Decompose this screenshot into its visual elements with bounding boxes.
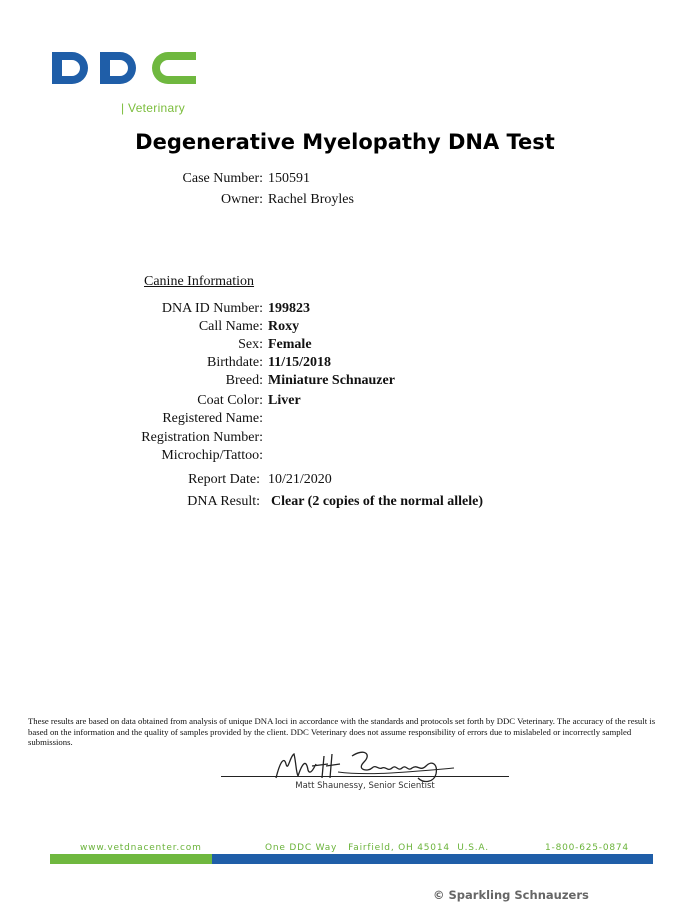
case-number-label: Case Number:	[182, 171, 263, 186]
dna-result-value: Clear (2 copies of the normal allele)	[271, 494, 484, 509]
report-date-value: 10/21/2020	[268, 472, 332, 487]
field-label: Coat Color:	[197, 393, 263, 408]
case-number-value: 150591	[268, 171, 310, 186]
field-value: 11/15/2018	[268, 355, 332, 370]
watermark-text: © Sparkling Schnauzers	[433, 888, 589, 902]
address-text: One DDC Way Fairfield, OH 45014 U.S.A.	[265, 843, 489, 853]
field-value: Liver	[268, 393, 301, 408]
signature-caption: Matt Shaunessy, Senior Scientist	[295, 781, 435, 791]
website-link[interactable]: www.vetdnacenter.com	[80, 843, 202, 853]
signature-line	[221, 776, 509, 777]
owner-label: Owner:	[221, 192, 263, 207]
field-value: Miniature Schnauzer	[268, 373, 395, 388]
field-label: Registration Number:	[141, 430, 263, 445]
signature-image	[268, 742, 458, 786]
field-label: Microchip/Tattoo:	[161, 448, 263, 463]
field-value: Female	[268, 337, 312, 352]
disclaimer-text: These results are based on data obtained from analysis of unique DNA loci in accordance with the standards and protocols set forth by DDC Veterinary. The accuracy of the result is based on the information and the quality of samples provided by the client. DDC Veterinary does not assume responsibility of errors due to mislabeled or incorrectly sampled submissions.	[28, 716, 656, 747]
footer-bar-blue	[212, 854, 653, 864]
field-label: Registered Name:	[162, 411, 263, 426]
field-label: Birthdate:	[207, 355, 263, 370]
footer-bar-green	[50, 854, 212, 864]
report-date-label: Report Date:	[188, 472, 260, 487]
page-title: Degenerative Myelopathy DNA Test	[135, 130, 555, 154]
owner-value: Rachel Broyles	[268, 192, 354, 207]
field-value: Roxy	[268, 319, 300, 334]
logo-subtitle: | Veterinary	[121, 101, 186, 115]
dna-result-label: DNA Result:	[187, 494, 260, 509]
field-label: Sex:	[238, 337, 263, 352]
field-value: 199823	[268, 301, 310, 316]
phone-text: 1-800-625-0874	[545, 843, 629, 853]
field-label: Breed:	[225, 373, 263, 388]
field-label: DNA ID Number:	[161, 301, 263, 316]
canine-info-heading: Canine Information	[144, 274, 255, 289]
field-label: Call Name:	[198, 319, 263, 334]
